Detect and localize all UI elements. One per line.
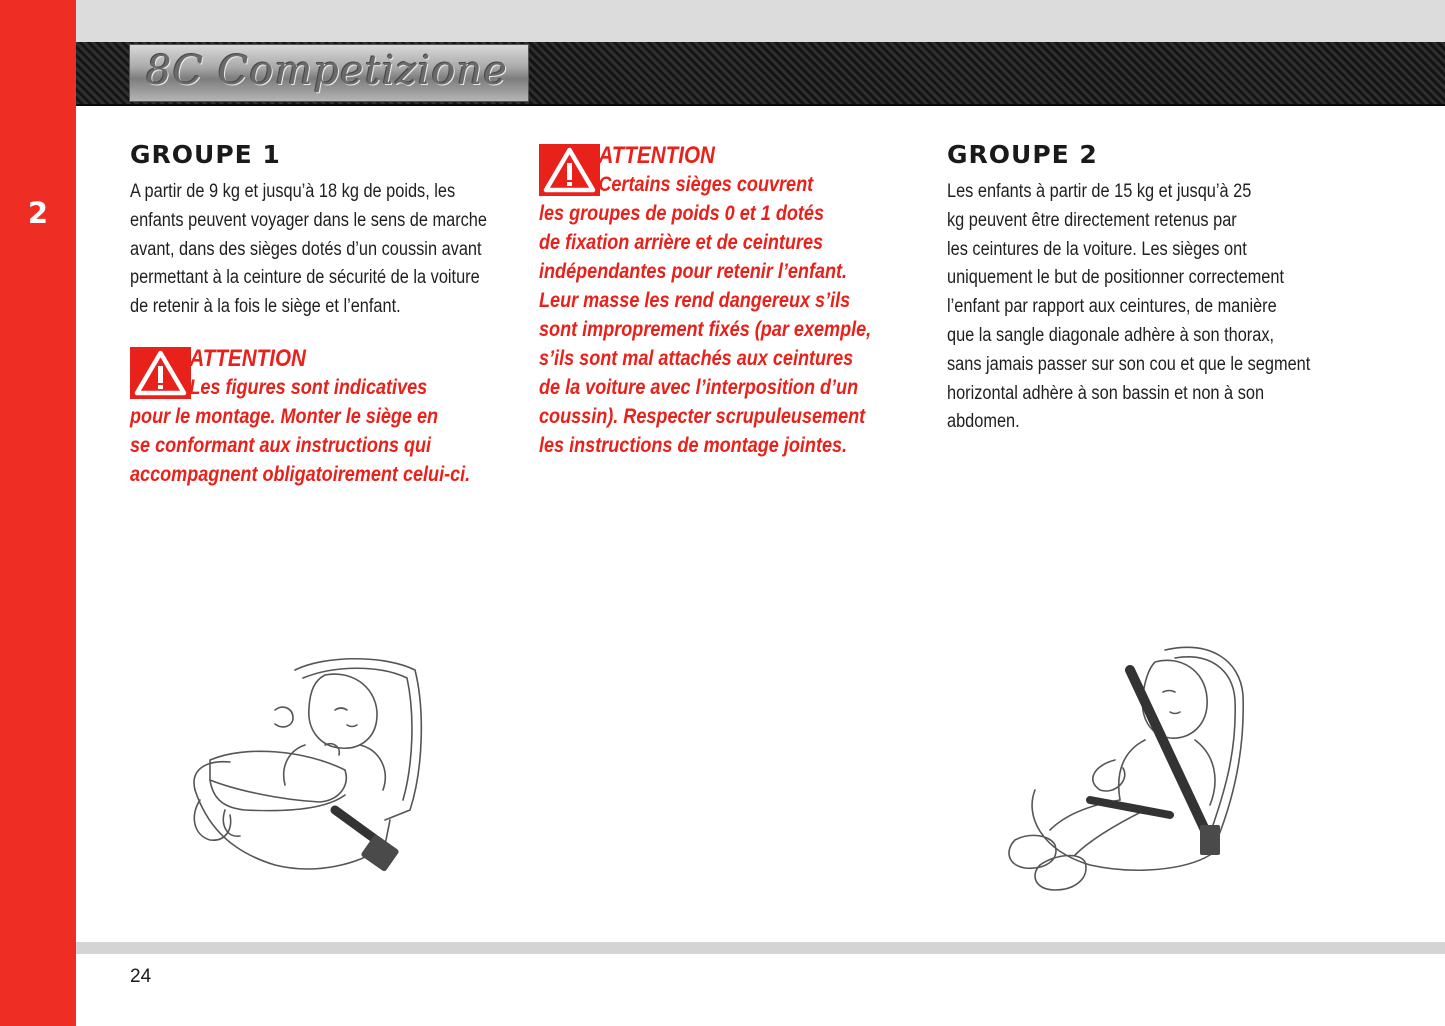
groupe1-section — [130, 138, 510, 489]
text-line: de retenir à la fois le siège et l’enfant. — [130, 296, 401, 318]
warning-line: les groupes de poids 0 et 1 dotés — [539, 202, 825, 225]
footer-divider — [76, 942, 1445, 954]
chapter-number: 2 — [27, 196, 49, 230]
warning-line: pour le montage. Monter le siège en — [130, 404, 439, 428]
warning-line: de la voiture avec l’interposition d’un — [539, 376, 859, 399]
warning-line: sont improprement fixés (par exemple, — [539, 318, 872, 341]
groupe1-title: GROUPE 1 — [130, 140, 281, 169]
brand-logo-text: 8C Competizione — [146, 48, 508, 94]
warning-line: Les figures sont indicatives — [189, 375, 428, 399]
warning-line: Certains sièges couvrent — [598, 173, 814, 196]
brand-logo — [129, 44, 529, 102]
text-line: que la sangle diagonale adhère à son thorax, — [947, 324, 1275, 346]
chapter-sidebar — [0, 0, 76, 1026]
text-line: les ceintures de la voiture. Les sièges ont — [947, 238, 1247, 260]
text-line: uniquement le but de positionner correctement — [947, 267, 1284, 289]
warning-line: coussin). Respecter scrupuleusement — [539, 405, 866, 428]
text-line: horizontal adhère à son bassin et non à son — [947, 382, 1265, 404]
attention1-warning — [130, 344, 510, 489]
groupe2-section — [947, 138, 1327, 437]
groupe2-title: GROUPE 2 — [947, 140, 1098, 169]
warning-line: les instructions de montage jointes. — [539, 434, 848, 457]
text-line: Les enfants à partir de 15 kg et jusqu’à 25 — [947, 181, 1252, 202]
groupe1-body — [130, 178, 508, 322]
groupe2-body — [947, 178, 1325, 437]
text-line: l’enfant par rapport aux ceintures, de manière — [947, 296, 1277, 318]
attention2-warning — [539, 141, 919, 460]
warning-line: Leur masse les rend dangereux s’ils — [539, 289, 851, 312]
warning-line: accompagnent obligatoirement celui-ci. — [130, 462, 471, 486]
text-line: enfants peuvent voyager dans le sens de marche — [130, 209, 487, 231]
warning-line: se conformant aux instructions qui — [130, 433, 432, 457]
warning-line: indépendantes pour retenir l’enfant. — [539, 260, 848, 283]
attention1-title: ATTENTION — [189, 344, 306, 372]
page-number: 24 — [130, 966, 152, 987]
text-line: abdomen. — [947, 411, 1020, 433]
text-line: A partir de 9 kg et jusqu’à 18 kg de poids, les — [130, 181, 456, 202]
text-line: sans jamais passer sur son cou et que le segment — [947, 353, 1311, 375]
child-seat-group2-illustration — [995, 640, 1255, 900]
text-line: kg peuvent être directement retenus par — [947, 209, 1237, 231]
child-seat-group1-illustration — [185, 650, 435, 890]
text-line: avant, dans des sièges dotés d’un coussin avant — [130, 238, 482, 260]
text-line: permettant à la ceinture de sécurité de la voiture — [130, 267, 480, 289]
warning-line: de fixation arrière et de ceintures — [539, 231, 824, 254]
attention2-section — [539, 141, 919, 460]
attention2-title: ATTENTION — [598, 142, 715, 169]
warning-line: s’ils sont mal attachés aux ceintures — [539, 347, 854, 370]
header-top-strip — [76, 0, 1445, 42]
